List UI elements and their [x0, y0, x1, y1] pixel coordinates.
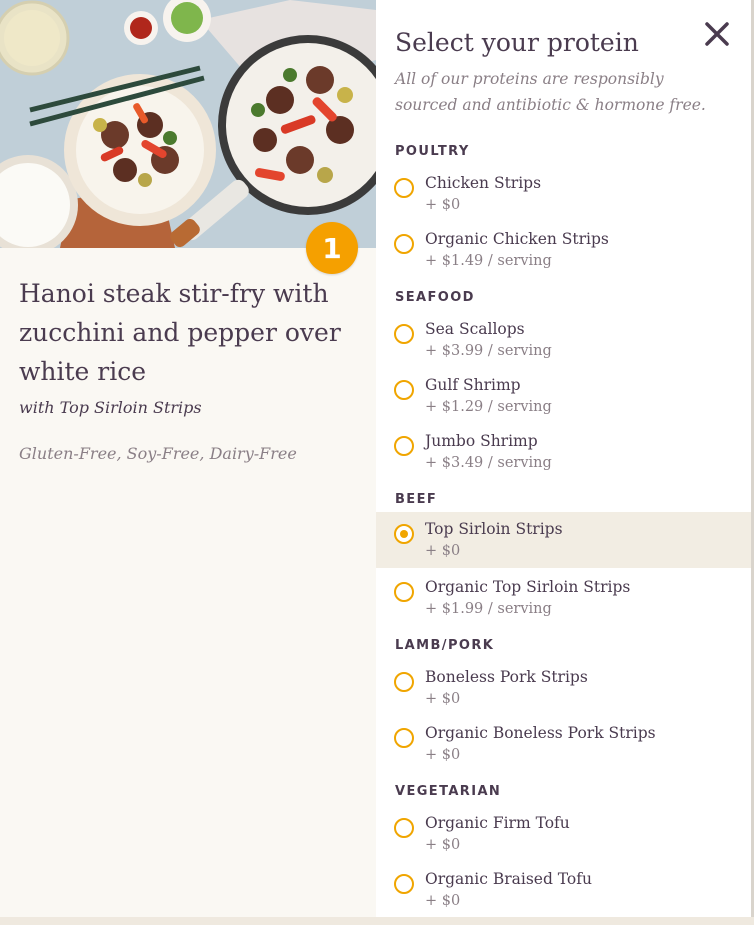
- close-icon: [701, 18, 733, 50]
- diet-tags: Gluten-Free, Soy-Free, Dairy-Free: [19, 444, 297, 463]
- option-price: + $1.29 / serving: [425, 399, 552, 415]
- radio-button[interactable]: [394, 178, 414, 198]
- option-name: Organic Braised Tofu: [425, 870, 592, 888]
- radio-button[interactable]: [394, 324, 414, 344]
- option-name: Organic Firm Tofu: [425, 814, 570, 832]
- option-price: + $1.99 / serving: [425, 601, 552, 617]
- radio-button[interactable]: [394, 672, 414, 692]
- option-price: + $0: [425, 747, 461, 763]
- meal-photo: [0, 0, 376, 248]
- step-number-badge: 1: [306, 222, 358, 274]
- selected-protein-line: with Top Sirloin Strips: [19, 398, 202, 417]
- option-organic-firm-tofu[interactable]: [376, 810, 752, 866]
- radio-button[interactable]: [394, 234, 414, 254]
- option-name: Organic Boneless Pork Strips: [425, 724, 656, 742]
- category-lamb-pork: LAMB/PORK: [395, 638, 495, 653]
- close-button[interactable]: [701, 18, 733, 50]
- option-chicken-strips[interactable]: [376, 170, 752, 226]
- option-name: Chicken Strips: [425, 174, 542, 192]
- option-price: + $0: [425, 893, 461, 909]
- option-boneless-pork-strips[interactable]: [376, 664, 752, 720]
- option-price: + $3.49 / serving: [425, 455, 552, 471]
- radio-button-selected[interactable]: [394, 524, 414, 544]
- option-organic-braised-tofu[interactable]: [376, 866, 752, 922]
- option-name: Gulf Shrimp: [425, 376, 521, 394]
- radio-button[interactable]: [394, 874, 414, 894]
- category-vegetarian: VEGETARIAN: [395, 784, 502, 799]
- radio-button[interactable]: [394, 436, 414, 456]
- option-price: + $1.49 / serving: [425, 253, 552, 269]
- option-gulf-shrimp[interactable]: [376, 372, 752, 428]
- radio-button[interactable]: [394, 818, 414, 838]
- option-price: + $0: [425, 543, 461, 559]
- radio-button[interactable]: [394, 582, 414, 602]
- meal-title: Hanoi steak stir-fry with zucchini and pepper over white rice: [19, 279, 341, 386]
- option-name: Sea Scallops: [425, 320, 525, 338]
- panel-title: Select your protein: [395, 28, 639, 57]
- meal-detail-panel: [0, 0, 376, 917]
- option-price: + $0: [425, 837, 461, 853]
- option-name: Jumbo Shrimp: [425, 432, 538, 450]
- radio-button[interactable]: [394, 380, 414, 400]
- option-price: + $3.99 / serving: [425, 343, 552, 359]
- category-poultry: POULTRY: [395, 144, 470, 159]
- option-name: Top Sirloin Strips: [425, 520, 563, 538]
- option-name: Organic Chicken Strips: [425, 230, 609, 248]
- option-organic-chicken-strips[interactable]: [376, 226, 752, 282]
- option-organic-top-sirloin-strips[interactable]: [376, 574, 752, 630]
- option-price: + $0: [425, 691, 461, 707]
- protein-selection-panel: [376, 0, 752, 917]
- modal-bottom-edge: [0, 917, 754, 925]
- stir-fry-photo: [0, 0, 376, 248]
- option-sea-scallops[interactable]: [376, 316, 752, 372]
- option-name: Boneless Pork Strips: [425, 668, 588, 686]
- panel-subtitle: All of our proteins are responsibly sourced and antibiotic & hormone free.: [395, 70, 706, 114]
- radio-button[interactable]: [394, 728, 414, 748]
- option-name: Organic Top Sirloin Strips: [425, 578, 631, 596]
- category-seafood: SEAFOOD: [395, 290, 475, 305]
- option-top-sirloin-strips[interactable]: [376, 512, 752, 568]
- option-jumbo-shrimp[interactable]: [376, 428, 752, 484]
- option-organic-boneless-pork-strips[interactable]: [376, 720, 752, 776]
- option-price: + $0: [425, 197, 461, 213]
- category-beef: BEEF: [395, 492, 438, 507]
